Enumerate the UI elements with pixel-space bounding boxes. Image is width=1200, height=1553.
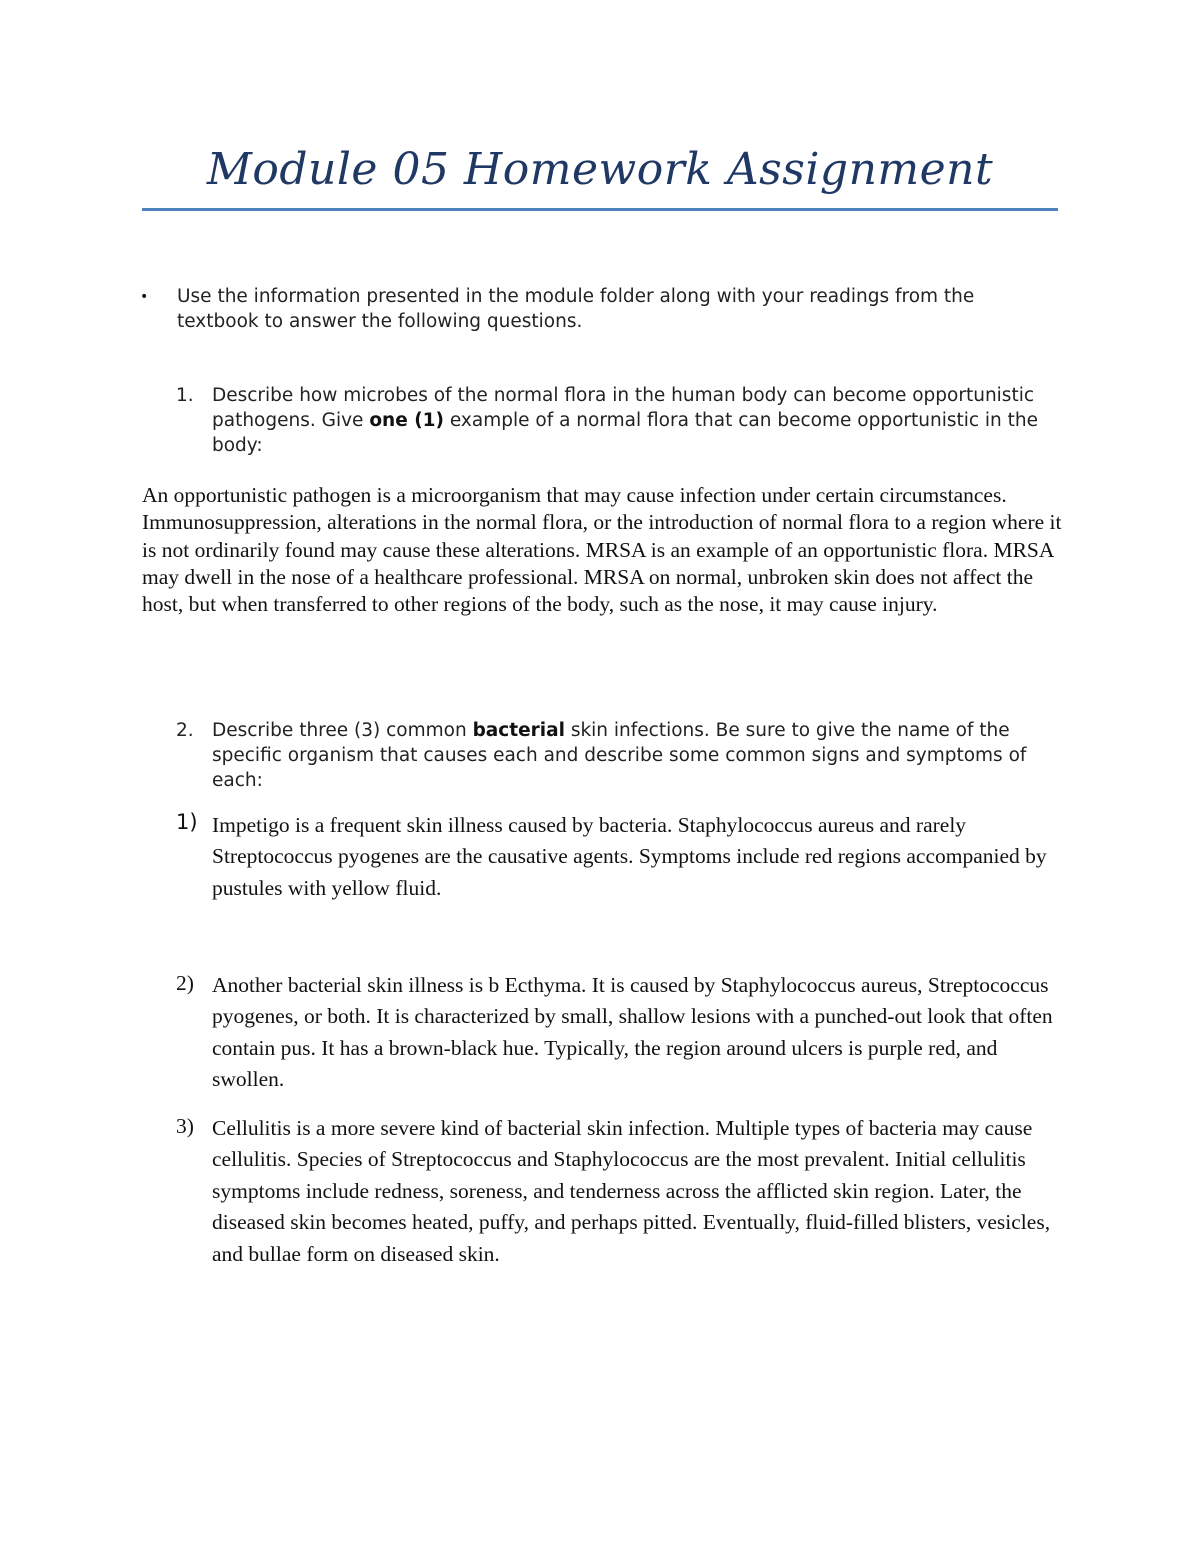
question-2-emphasis: bacterial bbox=[472, 720, 565, 741]
title-underline bbox=[142, 208, 1058, 211]
question-1-emphasis: one (1) bbox=[369, 410, 444, 431]
answer-1-paragraph-2: Immunosuppression, alterations in the normal flora, or the introduction of normal flora to a region where it is not ordinarily found may cause these alterations. MRSA is an example of an opportunistic flora. MRSA may dwell in the nose of a healthcare professional. MRSA on normal, unbroken skin does not affect the host, but when transferred to other regions of the body, such as the nose, it may cause injury. bbox=[142, 510, 1062, 617]
bullet-icon: • bbox=[140, 289, 149, 305]
question-1-text bbox=[212, 383, 1047, 458]
answer-2-item-1-text: Impetigo is a frequent skin illness caused by bacteria. Staphylococcus aureus and rarely Streptococcus pyogenes are the causative agents. Symptoms include red regions accompanied by pustules with yellow fluid. bbox=[212, 813, 1047, 900]
answer-1 bbox=[142, 482, 1062, 618]
page-title: Module 05 Homework Assignment bbox=[206, 144, 994, 195]
intro-text: Use the information presented in the module folder along with your readings from the textbook to answer the following questions. bbox=[177, 286, 975, 332]
question-2-text bbox=[212, 718, 1047, 793]
answer-2-item-3-number: 3) bbox=[176, 1114, 194, 1138]
question-1-number: 1. bbox=[176, 385, 194, 406]
question-2-text-end: skin infections. Be sure to give the name of the specific organism that causes each and describe some common signs and symptoms of each: bbox=[212, 720, 1027, 791]
question-2-text-start: Describe three (3) common bbox=[212, 720, 473, 741]
answer-2-item-2-number: 2) bbox=[176, 971, 194, 995]
answer-2-item-3-text: Cellulitis is a more severe kind of bacterial skin infection. Multiple types of bacteria may cause cellulitis. Species of Streptococcus and Staphylococcus are the most prevalent. Initial cellulitis symptoms include redness, soreness, and tenderness across the afflicted skin region. Later, the diseased skin becomes heated, puffy, and perhaps pitted. Eventually, fluid-filled blisters, vesicles, and bullae form on diseased skin. bbox=[212, 1116, 1051, 1266]
answer-1-paragraph-1: An opportunistic pathogen is a microorganism that may cause infection under certain circumstances. bbox=[142, 483, 1007, 507]
question-2-number: 2. bbox=[176, 720, 194, 741]
answer-2-item-2-text: Another bacterial skin illness is b Ecthyma. It is caused by Staphylococcus aureus, Streptococcus pyogenes, or both. It is characterized by small, shallow lesions with a punched-out look that often contain pus. It has a brown-black hue. Typically, the region around ulcers is purple red, and swollen. bbox=[212, 973, 1053, 1092]
question-1-text-end: example of a normal flora that can become opportunistic in the body: bbox=[212, 410, 1039, 456]
answer-2-item-1-number: 1) bbox=[176, 810, 198, 834]
question-1-text-start: Describe how microbes of the normal flora in the human body can become opportunistic pathogens. Give bbox=[212, 385, 1035, 431]
